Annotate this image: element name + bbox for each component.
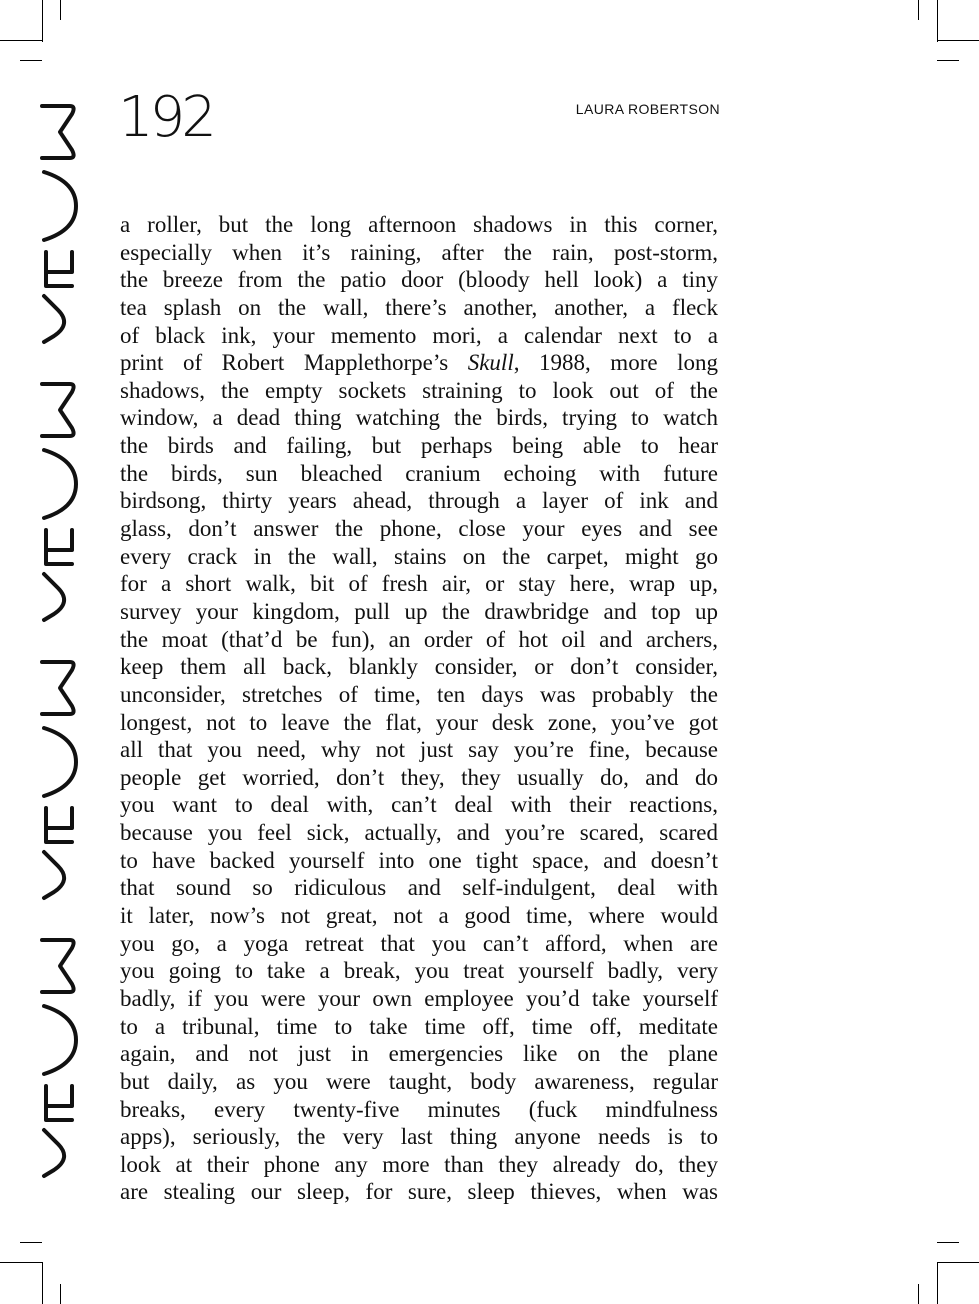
text-line: unconsider, stretches of time, ten days was probably the [120,681,718,707]
text-line: of black ink, your memento mori, a calendar next to a [120,322,718,348]
text-line: keep them all back, blankly consider, or don’t consider, [120,654,718,680]
text-line: a roller, but the long afternoon shadows in this corner, [120,212,718,237]
text-line: the moat (that’d be fun), an order of hot oil and archers, [120,626,718,652]
text-line: apps), seriously, the very last thing anyone needs is to [120,1124,718,1150]
crop-mark-top-left-h [0,40,42,41]
page-number: 192 [118,85,213,150]
text-line: are stealing our sleep, for sure, sleep thieves, when was [120,1179,718,1205]
text-line: especially when it’s raining, after the rain, post-storm, [120,239,718,265]
crop-mark-top-left-v [42,0,43,42]
text-line: that sound so ridiculous and self-indulgent, deal with [120,875,718,901]
crop-mark-top-right-h2 [937,60,959,61]
vertical-script-ornament-icon [30,96,86,1208]
text-line: but daily, as you were taught, body awareness, regular [120,1068,718,1094]
crop-mark-top-right-v [937,0,938,42]
crop-mark-bottom-left-h2 [20,1242,42,1243]
crop-mark-top-left-v2 [60,0,61,20]
text-line-end: , 1988, more long [513,350,718,376]
text-line: it later, now’s not great, not a good time, where would [120,903,718,929]
text-line-start: print of Robert Mapplethorpe’s [120,350,468,376]
crop-mark-bottom-left-v [42,1262,43,1304]
crop-mark-top-right-v2 [918,0,919,20]
text-line: birdsong, thirty years ahead, through a layer of ink and [120,488,718,514]
text-line: window, a dead thing watching the birds, trying to watch [120,405,718,431]
text-line: survey your kingdom, pull up the drawbridge and top up [120,598,718,624]
crop-mark-bottom-right-h2 [937,1242,959,1243]
crop-mark-bottom-right-v2 [918,1284,919,1304]
text-line: again, and not just in emergencies like on the plane [120,1041,718,1067]
text-line: you go, a yoga retreat that you can’t afford, when are [120,930,718,956]
text-line: to have backed yourself into one tight space, and doesn’t [120,847,718,873]
text-line: all that you need, why not just say you’re fine, because [120,737,718,763]
text-line: to a tribunal, time to take time off, time off, meditate [120,1013,718,1039]
crop-mark-bottom-left-v2 [60,1284,61,1304]
crop-mark-top-left-h2 [20,60,42,61]
text-line: badly, if you were your own employee you’d take yourself [120,985,718,1011]
text-line: the breeze from the patio door (bloody hell look) a tiny [120,267,718,293]
text-line: every crack in the wall, stains on the carpet, might go [120,543,718,569]
text-line: you want to deal with, can’t deal with their reactions, [120,792,718,818]
text-line: glass, don’t answer the phone, close your eyes and see [120,516,718,542]
crop-mark-bottom-right-h [937,1262,979,1263]
crop-mark-top-right-h [937,40,979,41]
text-line: the birds and failing, but perhaps being able to hear [120,433,718,459]
running-head-author: LAURA ROBERTSON [575,101,720,117]
text-line: look at their phone any more than they already do, they [120,1151,718,1177]
text-line: longest, not to leave the flat, your desk zone, you’ve got [120,709,718,735]
text-line-with-italic [120,349,718,377]
text-line: you going to take a break, you treat yourself badly, very [120,958,718,984]
artwork-title: Skull [467,350,514,376]
text-line: shadows, the empty sockets straining to look out of the [120,377,718,403]
body-text [120,211,718,1206]
text-line: for a short walk, bit of fresh air, or stay here, wrap up, [120,571,718,597]
text-line: tea splash on the wall, there’s another, another, a fleck [120,294,718,320]
text-line: the birds, sun bleached cranium echoing with future [120,460,718,486]
text-line: because you feel sick, actually, and you’re scared, scared [120,820,718,846]
crop-mark-bottom-right-v [937,1262,938,1304]
text-line: breaks, every twenty-five minutes (fuck mindfulness [120,1096,718,1122]
crop-mark-bottom-left-h [0,1262,42,1263]
text-line: people get worried, don’t they, they usually do, and do [120,764,718,790]
